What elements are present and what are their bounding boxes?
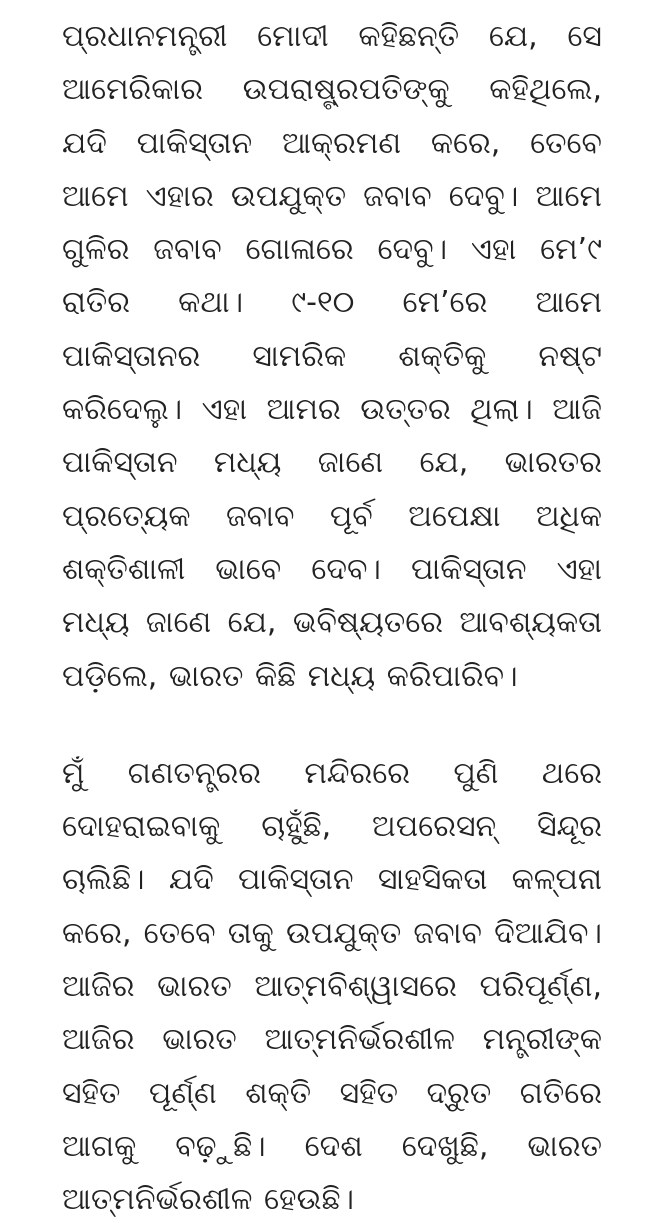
article-body [62,10,602,1227]
article-paragraph: ପ୍ରଧାନମନ୍ତ୍ରୀ ମୋଦୀ କହିଛନ୍ତି ଯେ, ସେ ଆମେରିକାର ଉପରାଷ୍ଟ୍ରପତିଙ୍କୁ କହିଥିଲେ, ଯଦି ପାକିସ୍ତାନ ଆକ୍ରମଣ କରେ, ତେବେ ଆମେ ଏହାର ଉପଯୁକ୍ତ ଜବାବ ଦେବୁ। ଆମେ ଗୁଳିର ଜବାବ ଗୋଳାରେ ଦେବୁ। ଏହା ମେ’୯ ରାତିର କଥା। ୯-୧୦ ମେ’ରେ ଆମେ ପାକିସ୍ତାନର ସାମରିକ ଶକ୍ତିକୁ ନଷ୍ଟ କରିଦେଲୁ। ଏହା ଆମର ଉତ୍ତର ଥିଲା। ଆଜି ପାକିସ୍ତାନ ମଧ୍ୟ ଜାଣେ ଯେ, ଭାରତର ପ୍ରତ୍ୟେକ ଜବାବ ପୂର୍ବ ଅପେକ୍ଷା ଅଧିକ ଶକ୍ତିଶାଳୀ ଭାବେ ଦେବ। ପାକିସ୍ତାନ ଏହା ମଧ୍ୟ ଜାଣେ ଯେ, ଭବିଷ୍ୟତରେ ଆବଶ୍ୟକତା ପଡ଼ିଲେ, ଭାରତ କିଛି ମଧ୍ୟ କରିପାରିବ। [62,19,602,694]
article-paragraph: ମୁଁ ଗଣତନ୍ତ୍ରର ମନ୍ଦିରରେ ପୁଣି ଥରେ ଦୋହରାଇବାକୁ ଚାହୁଁଛି, ଅପରେସନ୍ ସିନ୍ଦୂର ଚାଲିଛି। ଯଦି ପାକିସ୍ତାନ ସାହସିକତା କଳ୍ପନା କରେ, ତେବେ ତାକୁ ଉପଯୁକ୍ତ ଜବାବ ଦିଆଯିବ। ଆଜିର ଭାରତ ଆତ୍ମବିଶ୍ୱାସରେ ପରିପୂର୍ଣ୍ଣ, ଆଜିର ଭାରତ ଆତ୍ମନିର୍ଭରଶୀଳ ମନ୍ତ୍ରୀଙ୍କ ସହିତ ପୂର୍ଣ୍ଣ ଶକ୍ତି ସହିତ ଦ୍ରୁତ ଗତିରେ ଆଗକୁ ବଢ଼ୁଛି। ଦେଶ ଦେଖୁଛି, ଭାରତ ଆତ୍ମନିର୍ଭରଶୀଳ ହେଉଛି। [62,755,602,1218]
